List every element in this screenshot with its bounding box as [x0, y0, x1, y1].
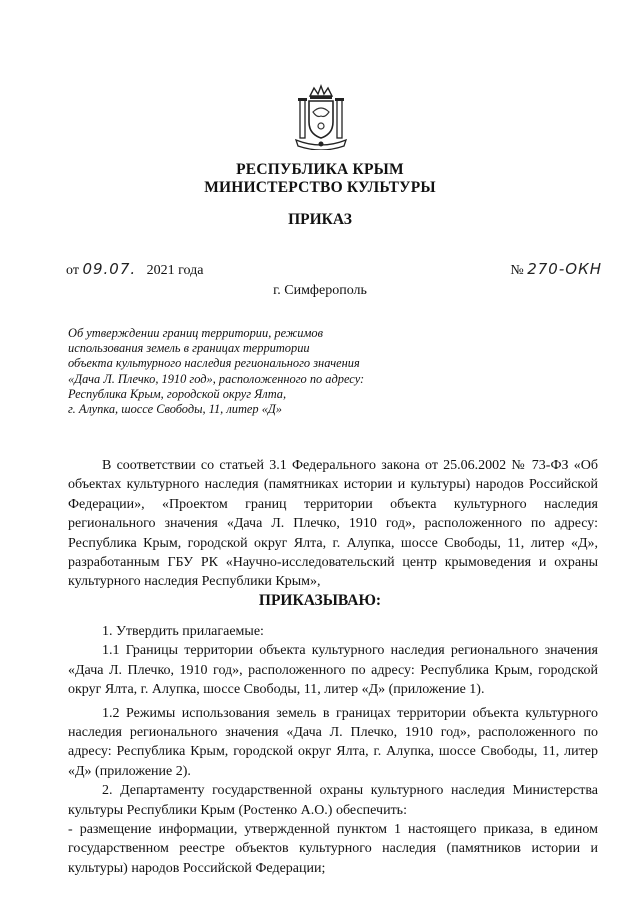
city: г. Симферополь [273, 283, 367, 298]
subject-line: г. Алупка, шоссе Свободы, 11, литер «Д» [68, 402, 282, 417]
date-row [66, 260, 203, 279]
item-2-bullet: - размещение информации, утвержденной пунктом 1 настоящего приказа, в едином государственном реестре объектов культурного наследия (памятников истории и культуры) народов Российской Федерации; [68, 822, 598, 876]
document-type: ПРИКАЗ [288, 211, 352, 228]
preamble-paragraph: В соответствии со статьей 3.1 Федерального закона от 25.06.2002 № 73-ФЗ «Об объектах культурного наследия (памятниках истории и культуры) народов Российской Федерации», «Проектом границ территории объекта культурного наследия регионального значения «Дача Л. Плечко, 1910 год», расположенного по адресу: Республика Крым, городской округ Ялта, г. Алупка, шоссе Свободы, 11, литер «Д», разработанным ГБУ РК «Научно-исследовательский центр крымоведения и охраны культурного наследия Республики Крым», [68, 458, 598, 590]
ministry-title: МИНИСТЕРСТВО КУЛЬТУРЫ [204, 179, 436, 196]
order-number-row [510, 260, 602, 279]
item-2: 2. Департаменту государственной охраны культурного наследия Министерства культуры Республики Крым (Ростенко А.О.) обеспечить: [68, 783, 598, 818]
subject-line: Республика Крым, городской округ Ялта, [68, 386, 287, 401]
order-subject [68, 326, 368, 417]
crimea-coat-of-arms-icon [290, 84, 352, 150]
subject-line: использования земель в границах территории [68, 341, 310, 356]
subject-line: Об утверждении границ территории, режимов [68, 326, 323, 340]
date-year: 2021 года [146, 263, 204, 278]
item-1-2: 1.2 Режимы использования земель в границах территории объекта культурного наследия регионального значения «Дача Л. Плечко, 1910 год», расположенного по адресу: Республика Крым, городской округ Ялта, г. Алупка, шоссе Свободы, 11, литер «Д» (приложение 2). [68, 705, 598, 779]
number-prefix: № [510, 263, 524, 278]
handwritten-date: 09.07. [82, 260, 137, 278]
handwritten-number: 270-ОКН [527, 260, 602, 278]
item-1-1: 1.1 Границы территории объекта культурного наследия регионального значения «Дача Л. Плечко, 1910 год», расположенного по адресу: Республика Крым, городской округ Ялта, г. Алупка, шоссе Свободы, 11, литер «Д» (приложение 1). [68, 643, 598, 698]
subject-line: «Дача Л. Плечко, 1910 год», расположенного по адресу: [68, 371, 365, 386]
republic-title: РЕСПУБЛИКА КРЫМ [236, 161, 404, 178]
date-prefix: от [66, 263, 79, 278]
item-1: 1. Утвердить прилагаемые: [102, 624, 264, 639]
order-heading: ПРИКАЗЫВАЮ: [258, 592, 382, 609]
subject-line: объекта культурного наследия регионального значения [68, 356, 360, 371]
order-items [68, 622, 598, 878]
